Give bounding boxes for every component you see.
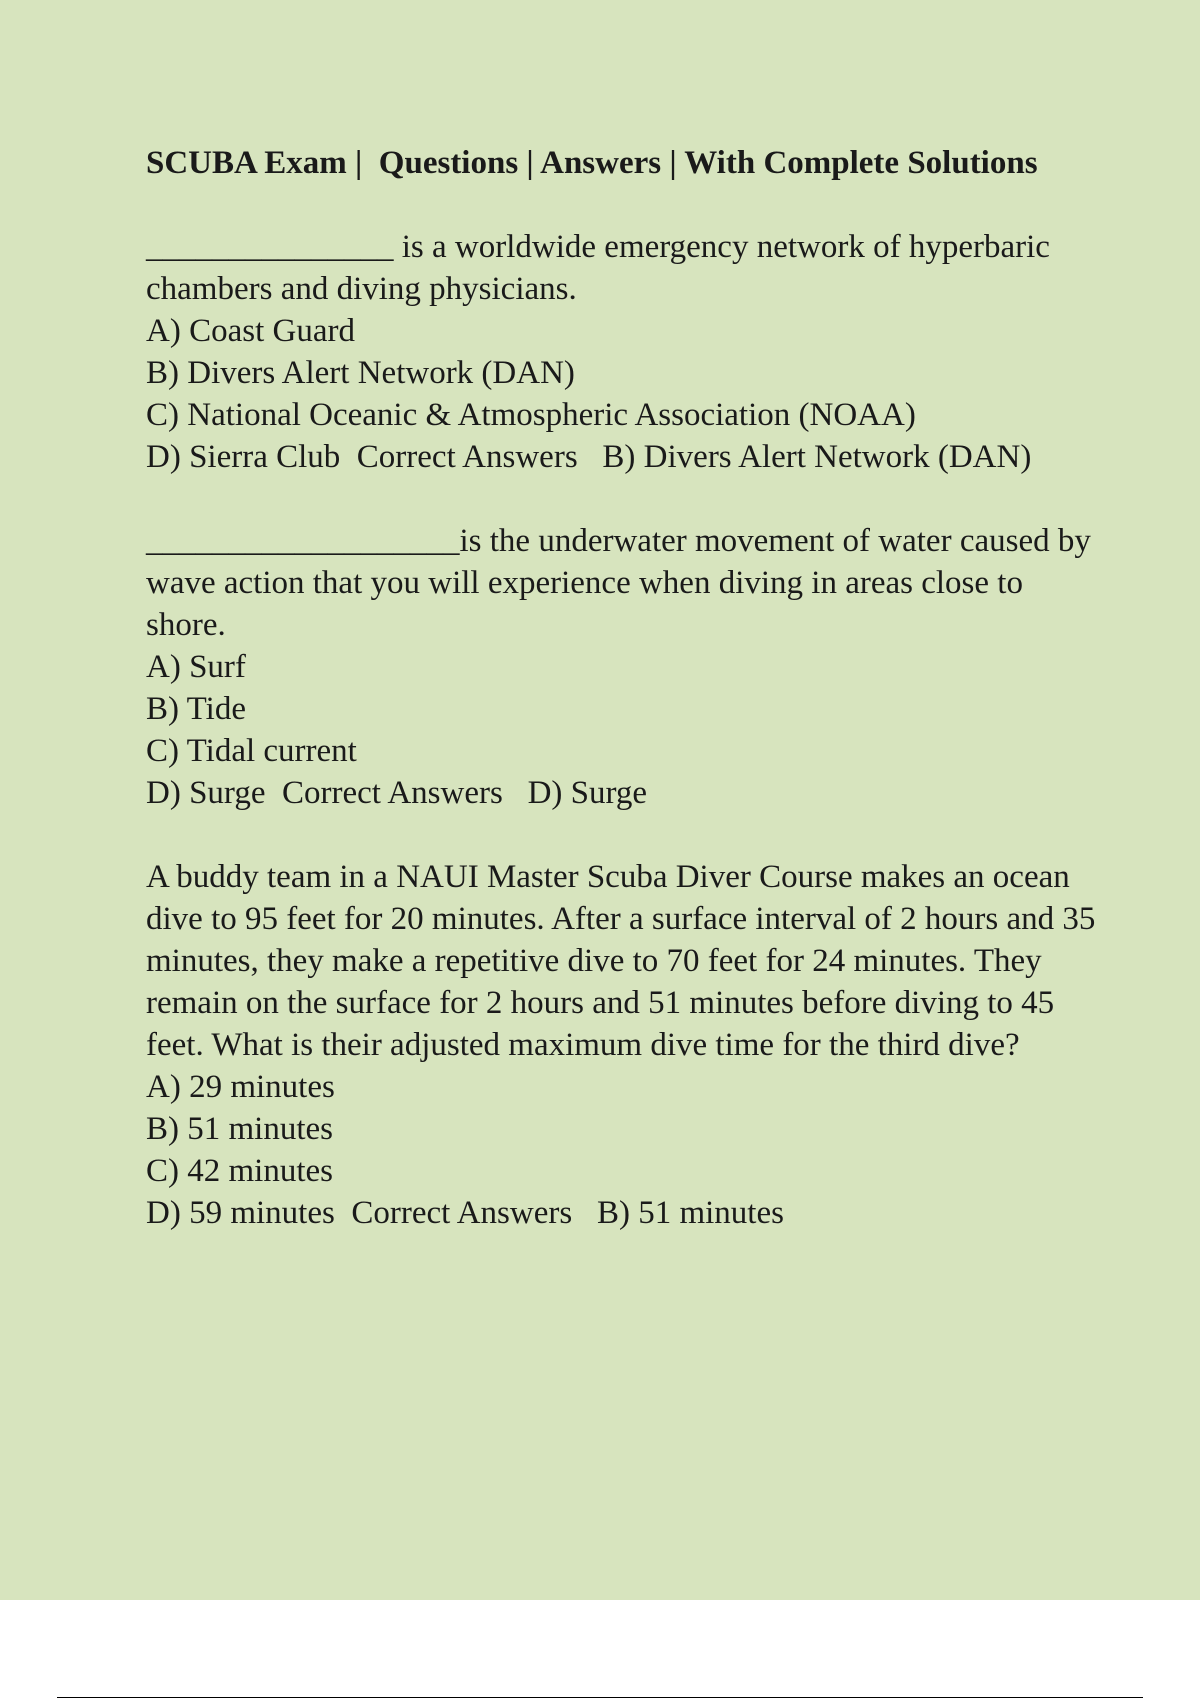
footer-divider: [57, 1697, 1143, 1698]
answer-option: B) 51 minutes: [146, 1111, 333, 1147]
document-title: SCUBA Exam | Questions | Answers | With Complete Solutions: [146, 145, 1038, 181]
question-1: [146, 226, 1106, 478]
correct-answer: D) Surge: [527, 775, 648, 811]
answer-option: A) Coast Guard: [146, 313, 355, 349]
answer-option: B) Tide: [146, 691, 246, 727]
correct-answers-label: Correct Answers: [356, 439, 578, 475]
answer-option-with-answer: [146, 436, 1106, 478]
document-body: [146, 142, 1106, 1276]
answer-option: C) National Oceanic & Atmospheric Association (NOAA): [146, 397, 916, 433]
question-text: ___________________is the underwater movement of water caused by wave action that you will experience when diving in areas close to shore.: [146, 523, 1100, 643]
correct-answer: B) Divers Alert Network (DAN): [602, 439, 1032, 475]
answer-option: A) 29 minutes: [146, 1069, 335, 1105]
answer-options: [146, 646, 1106, 814]
answer-options: [146, 1066, 1106, 1234]
answer-option: A) Surf: [146, 649, 246, 685]
question-3: [146, 856, 1106, 1234]
answer-option: D) 59 minutes: [146, 1195, 335, 1231]
answer-option-with-answer: [146, 1192, 1106, 1234]
answer-option-with-answer: [146, 772, 1106, 814]
question-text: A buddy team in a NAUI Master Scuba Diver Course makes an ocean dive to 95 feet for 20 minutes. After a surface interval of 2 hours and 35 minutes, they make a repetitive dive to 70 feet for 24 minutes. They remain on the surface for 2 hours and 51 minutes before diving to 45 feet. What is their adjusted maximum dive time for the third dive?: [146, 859, 1104, 1063]
question-text: _______________ is a worldwide emergency network of hyperbaric chambers and diving physicians.: [146, 229, 1059, 307]
correct-answer: B) 51 minutes: [596, 1195, 784, 1231]
answer-option: C) Tidal current: [146, 733, 357, 769]
answer-option: D) Sierra Club: [146, 439, 341, 475]
answer-options: [146, 310, 1106, 478]
answer-option: C) 42 minutes: [146, 1153, 333, 1189]
answer-option: D) Surge: [146, 775, 266, 811]
correct-answers-label: Correct Answers: [351, 1195, 573, 1231]
question-2: [146, 520, 1106, 814]
answer-option: B) Divers Alert Network (DAN): [146, 355, 575, 391]
correct-answers-label: Correct Answers: [281, 775, 503, 811]
